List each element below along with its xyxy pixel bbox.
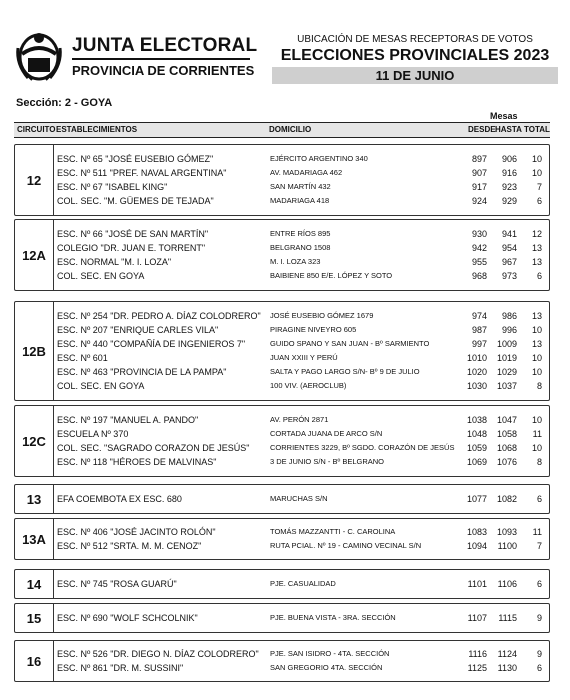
establishment-name: ESC. Nº 65 "JOSÉ EUSEBIO GÓMEZ" bbox=[57, 154, 214, 164]
mesas-header-label: Mesas bbox=[490, 111, 518, 121]
address: ENTRE RÍOS 895 bbox=[270, 229, 331, 238]
circuit-code: 12C bbox=[15, 406, 54, 476]
election-header bbox=[272, 34, 558, 84]
address: EJÉRCITO ARGENTINO 340 bbox=[270, 154, 368, 163]
establishment-name: ESC. Nº 118 "HÉROES DE MALVINAS" bbox=[57, 457, 217, 467]
circuit-group bbox=[14, 603, 550, 633]
address: BAIBIENE 850 E/E. LÓPEZ Y SOTO bbox=[270, 271, 393, 280]
mesa-total: 10 bbox=[531, 367, 542, 377]
mesa-desde: 1107 bbox=[467, 613, 487, 623]
document-header bbox=[0, 0, 570, 100]
table-row bbox=[15, 194, 549, 208]
establishment-name: ESC. Nº 197 "MANUEL A. PANDO" bbox=[57, 415, 199, 425]
mesa-hasta: 916 bbox=[501, 168, 517, 178]
circuit-code: 16 bbox=[15, 641, 54, 681]
mesa-total: 11 bbox=[532, 527, 542, 537]
address: MARUCHAS S/N bbox=[270, 494, 328, 503]
mesa-total: 8 bbox=[536, 381, 542, 391]
mesa-desde: 987 bbox=[471, 325, 487, 335]
mesa-total: 13 bbox=[531, 339, 542, 349]
circuit-group bbox=[14, 219, 550, 291]
mesa-hasta: 1029 bbox=[496, 367, 517, 377]
address: CORRIENTES 3229, Bº SGDO. CORAZÓN DE JESÚS bbox=[270, 443, 455, 452]
col-hasta: HASTA bbox=[495, 125, 522, 134]
mesa-total: 10 bbox=[531, 353, 542, 363]
mesa-hasta: 941 bbox=[501, 229, 517, 239]
mesa-desde: 1125 bbox=[467, 663, 487, 673]
table-row bbox=[15, 455, 549, 469]
table-row bbox=[15, 427, 549, 441]
org-title: JUNTA ELECTORAL bbox=[72, 35, 258, 56]
mesa-total: 12 bbox=[531, 229, 542, 239]
mesa-desde: 1048 bbox=[466, 429, 487, 439]
mesa-hasta: 1124 bbox=[497, 649, 517, 659]
circuit-code: 15 bbox=[15, 604, 54, 632]
address: SAN MARTÍN 432 bbox=[270, 182, 331, 191]
table-row bbox=[15, 365, 549, 379]
mesa-hasta: 1076 bbox=[496, 457, 517, 467]
mesa-desde: 997 bbox=[471, 339, 487, 349]
circuit-group bbox=[14, 484, 550, 514]
address: JUAN XXIII Y PERÚ bbox=[270, 353, 338, 362]
mesa-hasta: 954 bbox=[501, 243, 517, 253]
address: 100 VIV. (AEROCLUB) bbox=[270, 381, 347, 390]
establishment-name: COL. SEC. EN GOYA bbox=[57, 271, 145, 281]
table-row bbox=[15, 647, 549, 661]
mesa-hasta: 986 bbox=[501, 311, 517, 321]
circuit-group bbox=[14, 569, 550, 599]
mesa-desde: 930 bbox=[471, 229, 487, 239]
establishment-name: ESC. Nº 861 "DR. M. SUSSINI" bbox=[57, 663, 184, 673]
col-desde: DESDE bbox=[468, 125, 496, 134]
mesa-hasta: 1115 bbox=[498, 613, 517, 623]
address: BELGRANO 1508 bbox=[270, 243, 331, 252]
establishment-name: ESCUELA Nº 370 bbox=[57, 429, 129, 439]
mesa-hasta: 967 bbox=[501, 257, 517, 267]
mesa-desde: 1038 bbox=[466, 415, 487, 425]
address: PJE. SAN ISIDRO - 4TA. SECCIÓN bbox=[270, 649, 390, 658]
establishment-name: ESC. Nº 512 "SRTA. M. M. CENOZ" bbox=[57, 541, 202, 551]
establishment-name: ESC. Nº 601 bbox=[57, 353, 108, 363]
table-row bbox=[15, 413, 549, 427]
address: PIRAGINE NIVEYRO 605 bbox=[270, 325, 357, 334]
establishment-name: ESC. Nº 463 "PROVINCIA DE LA PAMPA" bbox=[57, 367, 227, 377]
table-row bbox=[15, 241, 549, 255]
mesa-total: 7 bbox=[536, 182, 542, 192]
establishment-name: ESC. Nº 406 "JOSÉ JACINTO ROLÓN" bbox=[57, 527, 216, 537]
mesa-desde: 924 bbox=[471, 196, 487, 206]
mesa-total: 6 bbox=[536, 196, 542, 206]
org-subtitle: PROVINCIA DE CORRIENTES bbox=[72, 63, 255, 78]
table-row bbox=[15, 539, 549, 553]
mesa-total: 13 bbox=[531, 311, 542, 321]
mesa-hasta: 1009 bbox=[496, 339, 517, 349]
circuit-code: 13 bbox=[15, 485, 54, 513]
establishment-name: EFA COEMBOTA EX ESC. 680 bbox=[57, 494, 182, 504]
mesa-total: 13 bbox=[531, 257, 542, 267]
circuit-code: 14 bbox=[15, 570, 54, 598]
table-row bbox=[15, 525, 549, 539]
col-total: TOTAL bbox=[524, 125, 550, 134]
establishment-name: COL. SEC. "M. GÜEMES DE TEJADA" bbox=[57, 196, 214, 206]
circuit-code: 12B bbox=[15, 302, 54, 400]
col-domicilio: DOMICILIO bbox=[269, 125, 312, 134]
mesa-hasta: 906 bbox=[501, 154, 517, 164]
circuit-group bbox=[14, 301, 550, 401]
address: TOMÁS MAZZANTTI - C. CAROLINA bbox=[270, 527, 396, 536]
mesa-desde: 1059 bbox=[466, 443, 487, 453]
table-row bbox=[15, 323, 549, 337]
table-row bbox=[15, 492, 549, 506]
address: MADARIAGA 418 bbox=[270, 196, 330, 205]
mesa-desde: 1094 bbox=[466, 541, 487, 551]
address: AV. PERÓN 2871 bbox=[270, 415, 329, 424]
circuit-group bbox=[14, 640, 550, 682]
mesa-total: 10 bbox=[531, 154, 542, 164]
election-date: 11 DE JUNIO bbox=[272, 67, 558, 84]
mesa-total: 10 bbox=[531, 325, 542, 335]
mesa-total: 8 bbox=[536, 457, 542, 467]
address: PJE. CASUALIDAD bbox=[270, 579, 336, 588]
organization-block bbox=[72, 36, 257, 78]
table-row bbox=[15, 577, 549, 591]
address: RUTA PCIAL. Nº 19 - CAMINO VECINAL S/N bbox=[270, 541, 422, 550]
mesa-desde: 1069 bbox=[466, 457, 487, 467]
address: PJE. BUENA VISTA - 3RA. SECCIÓN bbox=[270, 613, 396, 622]
address: 3 DE JUNIO S/N - Bº BELGRANO bbox=[270, 457, 385, 466]
table-row bbox=[15, 255, 549, 269]
mesa-total: 6 bbox=[536, 663, 542, 673]
establishment-name: ESC. Nº 67 "ISABEL KING" bbox=[57, 182, 168, 192]
mesa-hasta: 1130 bbox=[497, 663, 517, 673]
circuit-code: 12 bbox=[15, 145, 54, 215]
table-row bbox=[15, 379, 549, 393]
mesa-hasta: 1093 bbox=[496, 527, 517, 537]
establishment-name: ESC. Nº 745 "ROSA GUARÚ" bbox=[57, 579, 177, 589]
mesa-desde: 1077 bbox=[466, 494, 487, 504]
establishment-name: ESC. Nº 66 "JOSÉ DE SAN MARTÍN" bbox=[57, 229, 209, 239]
address: JOSÉ EUSEBIO GÓMEZ 1679 bbox=[270, 311, 374, 320]
mesa-total: 6 bbox=[536, 579, 542, 589]
table-row bbox=[15, 351, 549, 365]
org-title-divider bbox=[72, 58, 250, 60]
establishment-name: ESC. Nº 440 "COMPAÑÍA DE INGENIEROS 7" bbox=[57, 339, 246, 349]
mesa-hasta: 1037 bbox=[496, 381, 517, 391]
establishment-name: COL. SEC. "SAGRADO CORAZON DE JESÚS" bbox=[57, 443, 250, 453]
address: SALTA Y PAGO LARGO S/N- Bº 9 DE JULIO bbox=[270, 367, 420, 376]
mesa-desde: 1083 bbox=[466, 527, 487, 537]
mesa-desde: 1020 bbox=[466, 367, 487, 377]
table-row bbox=[15, 441, 549, 455]
circuit-code: 12A bbox=[15, 220, 54, 290]
table-row bbox=[15, 611, 549, 625]
col-circuito: CIRCUITO bbox=[17, 125, 56, 134]
table-row bbox=[15, 180, 549, 194]
circuit-code: 13A bbox=[15, 519, 54, 559]
mesa-hasta: 929 bbox=[501, 196, 517, 206]
mesa-desde: 1010 bbox=[466, 353, 487, 363]
circuit-group bbox=[14, 518, 550, 560]
mesa-desde: 1116 bbox=[468, 649, 487, 659]
mesa-hasta: 1047 bbox=[496, 415, 517, 425]
establishment-name: ESC. Nº 526 "DR. DIEGO N. DÍAZ COLODRERO" bbox=[57, 649, 259, 659]
mesa-hasta: 923 bbox=[501, 182, 517, 192]
circuit-group bbox=[14, 405, 550, 477]
mesa-hasta: 996 bbox=[501, 325, 517, 335]
mesa-total: 13 bbox=[531, 243, 542, 253]
mesa-total: 7 bbox=[536, 541, 542, 551]
establishment-name: ESC. Nº 254 "DR. PEDRO A. DÍAZ COLODRERO" bbox=[57, 311, 261, 321]
table-row bbox=[15, 337, 549, 351]
mesa-desde: 897 bbox=[471, 154, 487, 164]
mesa-total: 10 bbox=[531, 443, 542, 453]
mesa-hasta: 1058 bbox=[496, 429, 517, 439]
table-row bbox=[15, 269, 549, 283]
mesa-desde: 955 bbox=[471, 257, 487, 267]
section-label: Sección: 2 - GOYA bbox=[16, 97, 113, 109]
mesa-total: 6 bbox=[536, 494, 542, 504]
table-row bbox=[15, 152, 549, 166]
table-row bbox=[15, 166, 549, 180]
establishment-name: ESC. Nº 690 "WOLF SCHCOLNIK" bbox=[57, 613, 198, 623]
provincial-coat-of-arms-icon bbox=[14, 28, 64, 82]
establishment-name: ESC. Nº 207 "ENRIQUE CARLES VILA" bbox=[57, 325, 219, 335]
col-establecimientos: ESTABLECIMIENTOS bbox=[56, 125, 138, 134]
mesa-desde: 1101 bbox=[467, 579, 487, 589]
mesa-total: 6 bbox=[536, 271, 542, 281]
mesa-hasta: 973 bbox=[501, 271, 517, 281]
circuit-group bbox=[14, 144, 550, 216]
address: AV. MADARIAGA 462 bbox=[270, 168, 343, 177]
mesa-desde: 917 bbox=[471, 182, 487, 192]
establishment-name: COLEGIO "DR. JUAN E. TORRENT" bbox=[57, 243, 206, 253]
mesa-hasta: 1100 bbox=[497, 541, 517, 551]
address: CORTADA JUANA DE ARCO S/N bbox=[270, 429, 383, 438]
mesa-hasta: 1082 bbox=[496, 494, 517, 504]
mesa-desde: 974 bbox=[471, 311, 487, 321]
address: M. I. LOZA 323 bbox=[270, 257, 321, 266]
establishment-name: ESC. Nº 511 "PREF. NAVAL ARGENTINA" bbox=[57, 168, 227, 178]
table-row bbox=[15, 661, 549, 675]
document-title: UBICACIÓN DE MESAS RECEPTORAS DE VOTOS bbox=[297, 34, 533, 45]
mesa-hasta: 1106 bbox=[497, 579, 517, 589]
mesa-hasta: 1068 bbox=[496, 443, 517, 453]
table-row bbox=[15, 227, 549, 241]
table-header bbox=[14, 122, 550, 138]
address: SAN GREGORIO 4TA. SECCIÓN bbox=[270, 663, 383, 672]
mesa-total: 9 bbox=[536, 649, 542, 659]
mesa-total: 9 bbox=[536, 613, 542, 623]
mesa-desde: 1030 bbox=[466, 381, 487, 391]
establishment-name: ESC. NORMAL "M. I. LOZA" bbox=[57, 257, 172, 267]
address: GUIDO SPANO Y SAN JUAN - Bº SARMIENTO bbox=[270, 339, 430, 348]
mesa-desde: 907 bbox=[471, 168, 487, 178]
mesa-total: 11 bbox=[532, 429, 542, 439]
mesa-desde: 942 bbox=[471, 243, 487, 253]
mesa-hasta: 1019 bbox=[496, 353, 517, 363]
table-row bbox=[15, 309, 549, 323]
mesa-total: 10 bbox=[531, 415, 542, 425]
establishment-name: COL. SEC. EN GOYA bbox=[57, 381, 145, 391]
mesa-total: 10 bbox=[531, 168, 542, 178]
election-title: ELECCIONES PROVINCIALES 2023 bbox=[280, 47, 550, 64]
mesa-desde: 968 bbox=[471, 271, 487, 281]
